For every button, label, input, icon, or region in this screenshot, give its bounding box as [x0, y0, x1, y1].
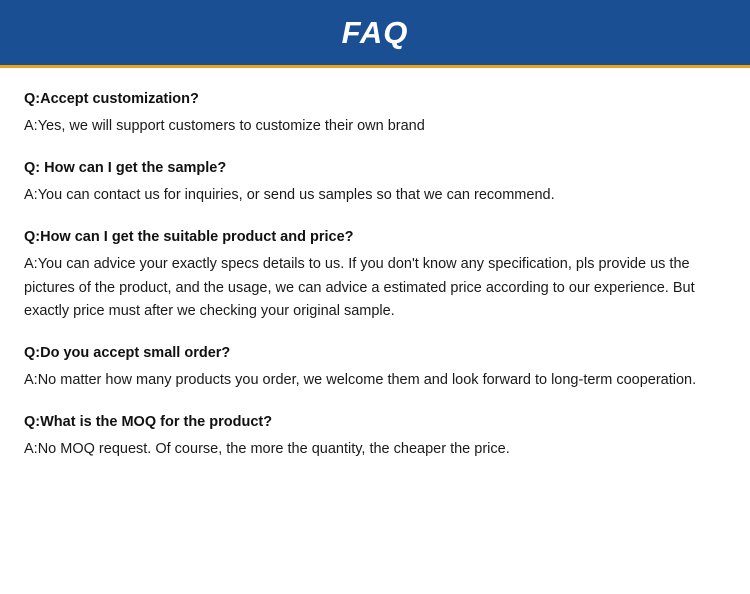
faq-answer: A:You can contact us for inquiries, or send us samples so that we can recommend. [24, 186, 555, 203]
faq-answer: A:No matter how many products you order, we welcome them and look forward to long-term cooperation. [24, 372, 697, 389]
faq-question: Q:How can I get the suitable product and price? [24, 228, 354, 245]
faq-question: Q:Accept customization? [24, 91, 199, 107]
faq-question: Q: How can I get the sample? [24, 159, 227, 176]
faq-list [0, 68, 750, 594]
faq-item [24, 157, 726, 208]
faq-item [24, 226, 726, 325]
faq-item [24, 411, 726, 462]
faq-item [24, 342, 726, 393]
faq-question: Q:What is the MOQ for the product? [24, 414, 273, 431]
faq-question: Q:Do you accept small order? [24, 345, 231, 362]
faq-answer: A:Yes, we will support customers to customize their own brand [24, 117, 425, 134]
page-title: FAQ [341, 14, 409, 50]
faq-header-banner [0, 0, 750, 68]
faq-item [24, 88, 726, 139]
faq-answer: A:You can advice your exactly specs details to us. If you don't know any specification, pls provide us the pictures of the product, and the usage, we can advice a estimated price according to our experience. But exactly price must after we checking your original sample. [24, 255, 695, 320]
faq-answer: A:No MOQ request. Of course, the more the quantity, the cheaper the price. [24, 441, 510, 458]
